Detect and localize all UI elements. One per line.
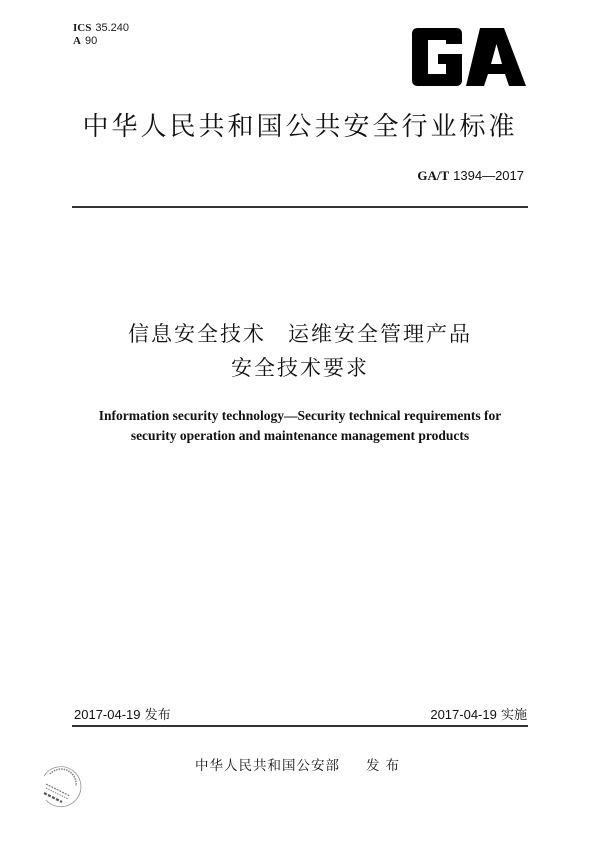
top-divider [72, 206, 528, 208]
bottom-divider [72, 725, 528, 727]
implementation-date-label: 实施 [500, 708, 527, 723]
english-title-line-2: security operation and maintenance management products [130, 428, 470, 443]
ga-logo-icon [408, 24, 528, 90]
chinese-title-part-2: 运维安全管理产品 [288, 322, 472, 346]
standard-code-prefix: GA/T [417, 168, 450, 183]
chinese-title-line-1 [0, 318, 600, 350]
issuer-name: 中华人民共和国公安部 [195, 758, 340, 774]
standard-code [417, 168, 524, 184]
implementation-date-value: 2017-04-19 [430, 707, 497, 722]
ics-code [73, 22, 129, 35]
classification-codes [73, 22, 129, 48]
ics-value: 35.240 [95, 22, 129, 34]
implementation-date [430, 704, 527, 723]
english-title [0, 406, 600, 446]
issuing-authority [0, 754, 600, 774]
english-title-line-1: Information security technology—Security technical requirements for [98, 408, 502, 423]
chinese-title-part-1: 信息安全技术 [128, 322, 266, 346]
release-date-value: 2017-04-19 [74, 707, 141, 722]
ccs-label: A [73, 35, 81, 47]
watermark-stamp-icon [36, 762, 84, 810]
ccs-code [73, 35, 129, 48]
ccs-value: 90 [84, 35, 98, 47]
ics-label: ICS [73, 22, 92, 34]
standard-code-number: 1394—2017 [453, 168, 524, 183]
release-date [74, 704, 171, 723]
release-date-label: 发布 [144, 708, 171, 723]
standard-category-title: 中华人民共和国公共安全行业标准 [82, 112, 518, 142]
chinese-title-line-2: 安全技术要求 [231, 356, 369, 380]
issue-label: 发布 [366, 758, 405, 774]
